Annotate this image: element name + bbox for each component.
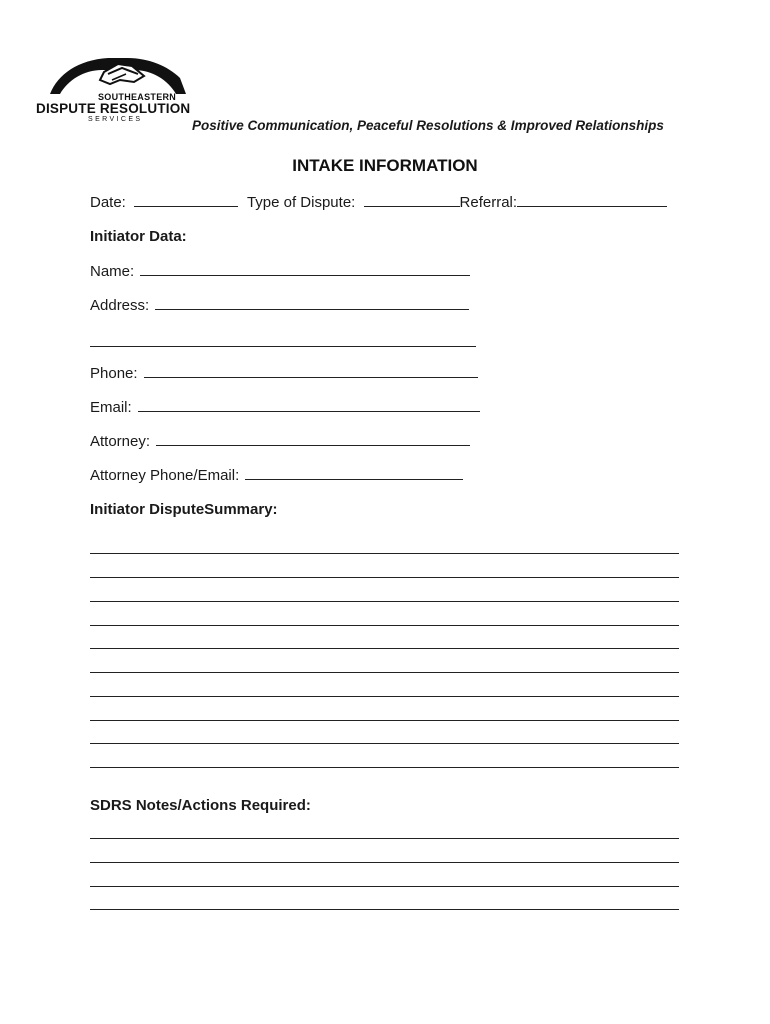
header-fields-row [90,193,667,211]
summary-line[interactable] [90,696,679,697]
initiator-data-heading: Initiator Data: [90,228,187,245]
type-of-dispute-label: Type of Dispute: [246,194,356,211]
email-row [90,398,480,416]
date-field[interactable] [134,193,238,207]
attorney-contact-field[interactable] [245,466,463,480]
summary-line[interactable] [90,648,679,649]
phone-row [90,364,478,382]
logo-text-services: SERVICES [88,116,143,123]
summary-line[interactable] [90,553,679,554]
email-field[interactable] [138,398,480,412]
summary-line[interactable] [90,577,679,578]
summary-line[interactable] [90,672,679,673]
type-of-dispute-field[interactable] [364,193,460,207]
address-line-2-field[interactable] [90,346,476,347]
summary-line[interactable] [90,767,679,768]
attorney-contact-row [90,466,463,484]
name-field[interactable] [140,262,470,276]
organization-logo [34,54,194,126]
tagline: Positive Communication, Peaceful Resolutions & Improved Relationships [192,118,664,133]
attorney-row [90,432,470,450]
referral-label: Referral: [459,194,518,211]
notes-line[interactable] [90,886,679,887]
phone-field[interactable] [144,364,478,378]
summary-line[interactable] [90,720,679,721]
attorney-field[interactable] [156,432,470,446]
address-label: Address: [90,297,150,314]
name-row [90,262,470,280]
email-label: Email: [90,399,132,416]
dispute-summary-heading: Initiator DisputeSummary: [90,501,278,518]
address-row [90,296,469,314]
summary-line[interactable] [90,743,679,744]
page-title: INTAKE INFORMATION [292,156,478,175]
logo-text-main: DISPUTE RESOLUTION [36,101,191,116]
address-field[interactable] [155,296,469,310]
attorney-contact-label: Attorney Phone/Email: [90,467,240,484]
sdrs-notes-heading: SDRS Notes/Actions Required: [90,797,311,814]
logo-text-southeastern: SOUTHEASTERN [98,92,177,102]
name-label: Name: [90,263,135,280]
summary-line[interactable] [90,625,679,626]
notes-line[interactable] [90,862,679,863]
phone-label: Phone: [90,365,138,382]
attorney-label: Attorney: [90,433,151,450]
notes-line[interactable] [90,909,679,910]
date-label: Date: [90,194,126,211]
referral-field[interactable] [517,193,667,207]
summary-line[interactable] [90,601,679,602]
notes-line[interactable] [90,838,679,839]
